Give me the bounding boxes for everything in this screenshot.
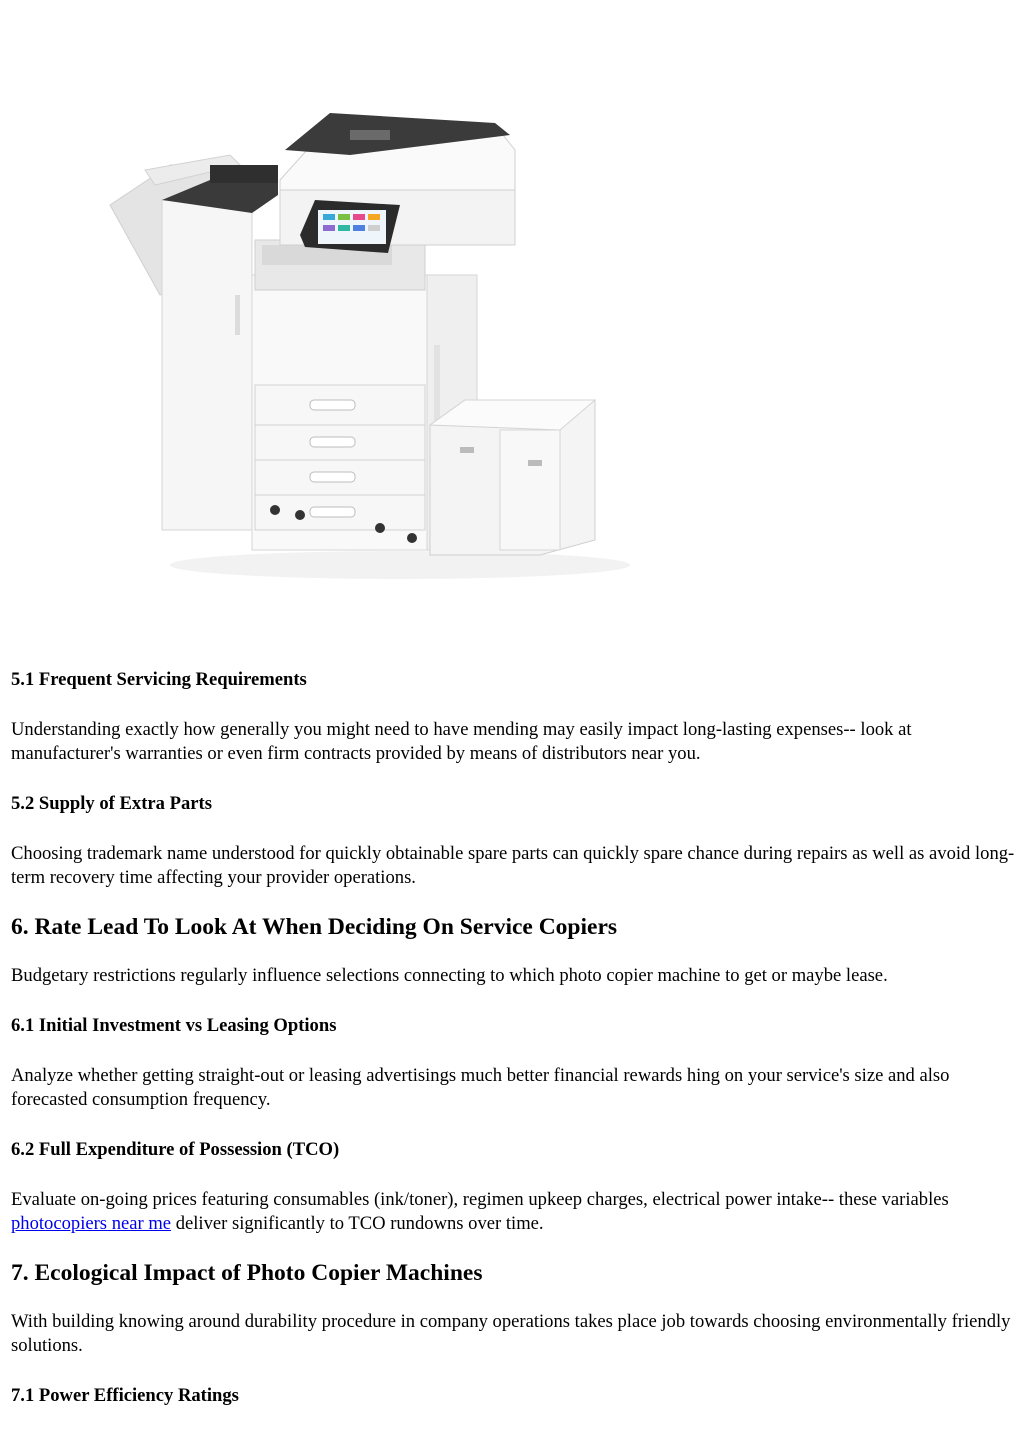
heading-5-1: 5.1 Frequent Servicing Requirements bbox=[11, 669, 307, 690]
paragraph-5-2: Choosing trademark name understood for quickly obtainable spare parts can quickly spare chance during repairs as well as avoid long-term recovery time affecting your provider operations. bbox=[11, 843, 1015, 888]
paragraph-7: With building knowing around durability procedure in company operations takes place job towards choosing environmentally friendly solutions. bbox=[11, 1311, 1011, 1356]
paragraph-6-2-text-before: Evaluate on-going prices featuring consumables (ink/toner), regimen upkeep charges, electrical power intake-- these variables bbox=[11, 1189, 949, 1210]
paragraph-6: Budgetary restrictions regularly influence selections connecting to which photo copier machine to get or maybe lease. bbox=[11, 965, 888, 986]
photocopiers-near-me-link[interactable]: photocopiers near me bbox=[11, 1213, 172, 1234]
paragraph-6-1: Analyze whether getting straight-out or leasing advertisings much better financial rewards hing on your service's size and also forecasted consumption frequency. bbox=[11, 1065, 950, 1110]
heading-6: 6. Rate Lead To Look At When Deciding On Service Copiers bbox=[11, 914, 618, 940]
paragraph-6-2-text-after: deliver significantly to TCO rundowns over time. bbox=[171, 1213, 544, 1234]
photocopier-image bbox=[100, 95, 660, 595]
heading-6-1: 6.1 Initial Investment vs Leasing Options bbox=[11, 1015, 337, 1036]
heading-5-2: 5.2 Supply of Extra Parts bbox=[11, 793, 212, 814]
heading-7: 7. Ecological Impact of Photo Copier Machines bbox=[11, 1260, 483, 1286]
paragraph-6-2 bbox=[11, 1188, 1016, 1236]
heading-6-2: 6.2 Full Expenditure of Possession (TCO) bbox=[11, 1139, 340, 1160]
article-body bbox=[11, 668, 1016, 1408]
heading-7-1: 7.1 Power Efficiency Ratings bbox=[11, 1385, 239, 1406]
paragraph-5-1: Understanding exactly how generally you might need to have mending may easily impact long-lasting expenses-- look at manufacturer's warranties or even firm contracts provided by means of distributors near you. bbox=[11, 719, 912, 764]
